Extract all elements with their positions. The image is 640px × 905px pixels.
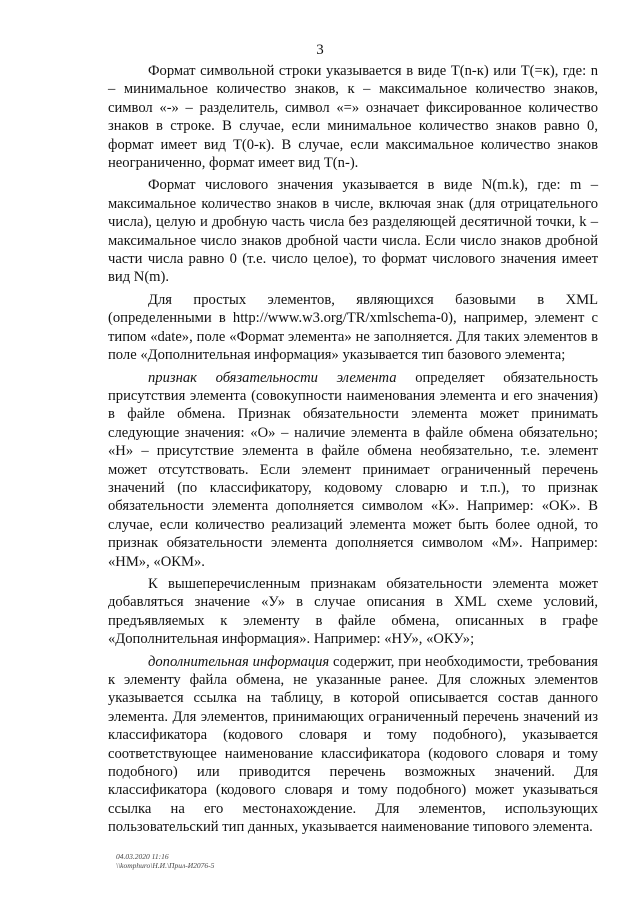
paragraph-lead-term: признак обязательности элемента — [148, 369, 397, 386]
paragraph-text: Для простых элементов, являющихся базовыми в XML (определенными в http://www.w3.org/TR/xmlschema-0), например, элемент с типом «date», поле «Формат элемента» не заполняется. Для таких элементов в поле «Дополнительная информация» указывается тип базового элемента; — [108, 291, 598, 364]
document-body — [108, 62, 598, 841]
paragraph-simple-elements — [108, 291, 598, 365]
paragraph-additional-info — [108, 653, 598, 837]
paragraph-condition-flag — [108, 575, 598, 649]
footer-file-path: \\komphuro\Н.И.\Прил-И2076-5 — [116, 861, 215, 870]
paragraph-text: содержит, при необходимости, требования к элементу файла обмена, не указанные ранее. Для сложных элементов указывается ссылка на таблицу, в которой описывается состав данного элемента. Для элементов, принимающих ограниченный перечень значений из классификатора (кодового словаря и тому подобного), указывается соответствующее наименование классификатора (кодового словаря и тому подобного) или приводится перечень возможных значений. Для классификатора (кодового словаря и тому подобного) может указываться ссылка на его местонахождение. Для элементов, использующих пользовательский тип данных, указывается наименование типового элемента. — [108, 653, 598, 836]
paragraph-required-flag — [108, 369, 598, 571]
paragraph-text: определяет обязательность присутствия элемента (совокупности наименования элемента и его значения) в файле обмена. Признак обязательности элемента может принимать следующие значения: «О» – наличие элемента в файле обмена обязательно; «Н» – присутствие элемента в файле обмена необязательно, т.е. элемент может отсутствовать. Если элемент принимает ограниченный перечень значений (по классификатору, кодовому словарю и т.п.), то признак обязательности элемента дополняется символом «К». Например: «ОК». В случае, если количество реализаций элемента может быть более одной, то признак обязательности элемента дополняется символом «М». Например: «НМ», «ОКМ». — [108, 369, 598, 570]
file-footer — [116, 852, 214, 870]
paragraph-text: Формат символьной строки указывается в виде T(n-к) или T(=к), где: n – минимальное количество знаков, к – максимальное количество знаков, символ «-» – разделитель, символ «=» означает фиксированное количество знаков в строке. В случае, если минимальное количество знаков равно 0, формат имеет вид T(0-к). В случае, если максимальное количество знаков неограниченно, формат имеет вид T(n-). — [108, 63, 598, 172]
paragraph-lead-term: дополнительная информация — [148, 653, 330, 670]
paragraph-string-format — [108, 62, 598, 172]
page-number: 3 — [316, 42, 324, 58]
paragraph-text: Формат числового значения указывается в виде N(m.k), где: m – максимальное количество знаков в числе, включая знак (для отрицательного числа), целую и дробную часть числа без разделяющей десятичной точки, k – максимальное число знаков дробной части числа. Если число знаков дробной части числа равно 0 (т.е. число целое), то формат числового значения имеет вид N(m). — [108, 177, 598, 286]
paragraph-text: К вышеперечисленным признакам обязательности элемента может добавляться значение «У» в случае описания в XML схеме условий, предъявляемых к элементу в файле обмена, описанных в графе «Дополнительная информация». Например: «НУ», «ОКУ»; — [108, 575, 598, 648]
footer-timestamp: 04.03.2020 11:16 — [116, 852, 169, 861]
paragraph-number-format — [108, 176, 598, 286]
